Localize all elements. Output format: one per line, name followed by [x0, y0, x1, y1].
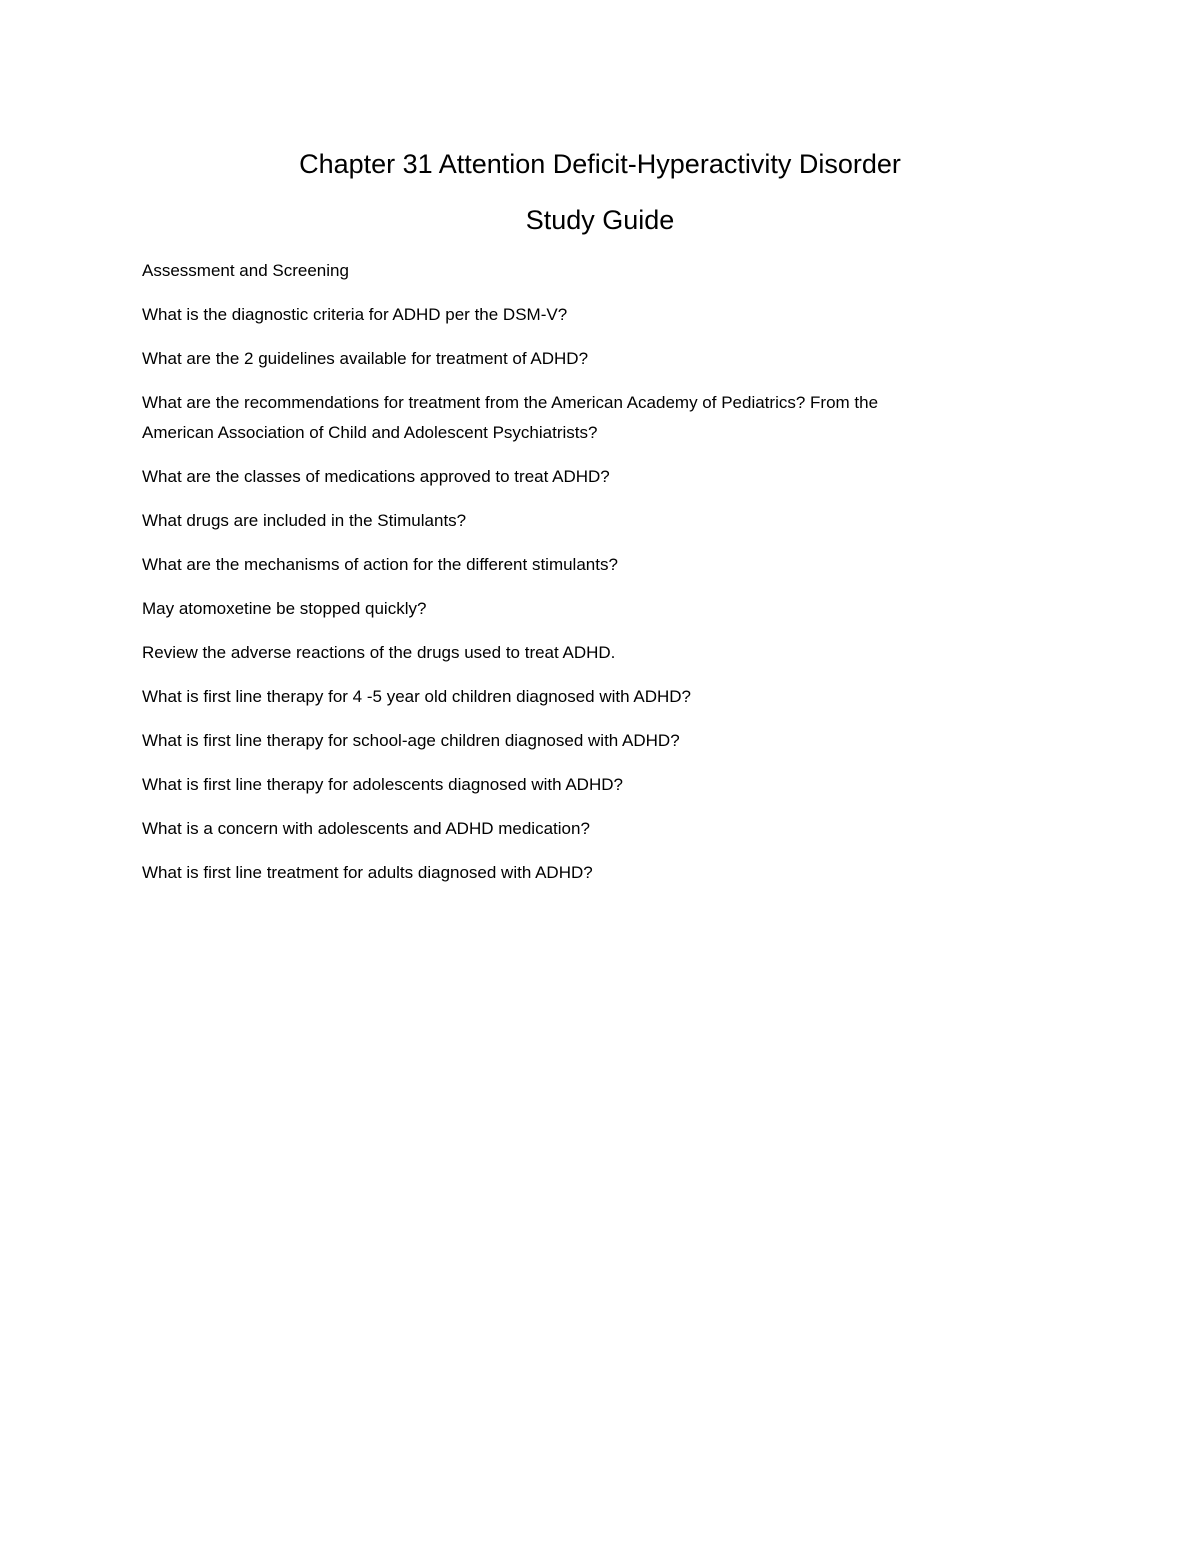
question-item — [142, 726, 1042, 756]
question-text: What is the diagnostic criteria for ADHD per the DSM-V? — [142, 305, 568, 324]
question-item — [142, 462, 1042, 492]
section-heading: Assessment and Screening — [142, 261, 349, 280]
question-text: What is first line treatment for adults diagnosed with ADHD? — [142, 863, 593, 882]
question-text: What are the 2 guidelines available for treatment of ADHD? — [142, 349, 589, 368]
question-item — [142, 550, 1042, 580]
document-title: Chapter 31 Attention Deficit-Hyperactivity Disorder — [299, 149, 901, 179]
question-text-continuation: American Association of Child and Adolescent Psychiatrists? — [142, 423, 598, 442]
question-item — [142, 594, 1042, 624]
question-item — [142, 344, 1042, 374]
document-subtitle: Study Guide — [525, 205, 675, 235]
question-item — [142, 858, 1042, 888]
question-item — [142, 638, 1042, 668]
question-item — [142, 388, 1042, 448]
question-text: Review the adverse reactions of the drugs used to treat ADHD. — [142, 643, 616, 662]
question-list — [142, 300, 1042, 902]
question-item — [142, 506, 1042, 536]
question-text: What is first line therapy for adolescents diagnosed with ADHD? — [142, 775, 623, 794]
question-item — [142, 770, 1042, 800]
question-text: What is a concern with adolescents and ADHD medication? — [142, 819, 590, 838]
question-item — [142, 682, 1042, 712]
question-text: What is first line therapy for school-age children diagnosed with ADHD? — [142, 731, 680, 750]
question-text: What are the mechanisms of action for the different stimulants? — [142, 555, 618, 574]
question-item — [142, 814, 1042, 844]
question-text: May atomoxetine be stopped quickly? — [142, 599, 427, 618]
question-text: What are the classes of medications approved to treat ADHD? — [142, 467, 610, 486]
question-text: What is first line therapy for 4 -5 year old children diagnosed with ADHD? — [142, 687, 691, 706]
question-item — [142, 300, 1042, 330]
question-text: What are the recommendations for treatment from the American Academy of Pediatrics? From the — [142, 393, 879, 412]
question-text: What drugs are included in the Stimulants? — [142, 511, 467, 530]
